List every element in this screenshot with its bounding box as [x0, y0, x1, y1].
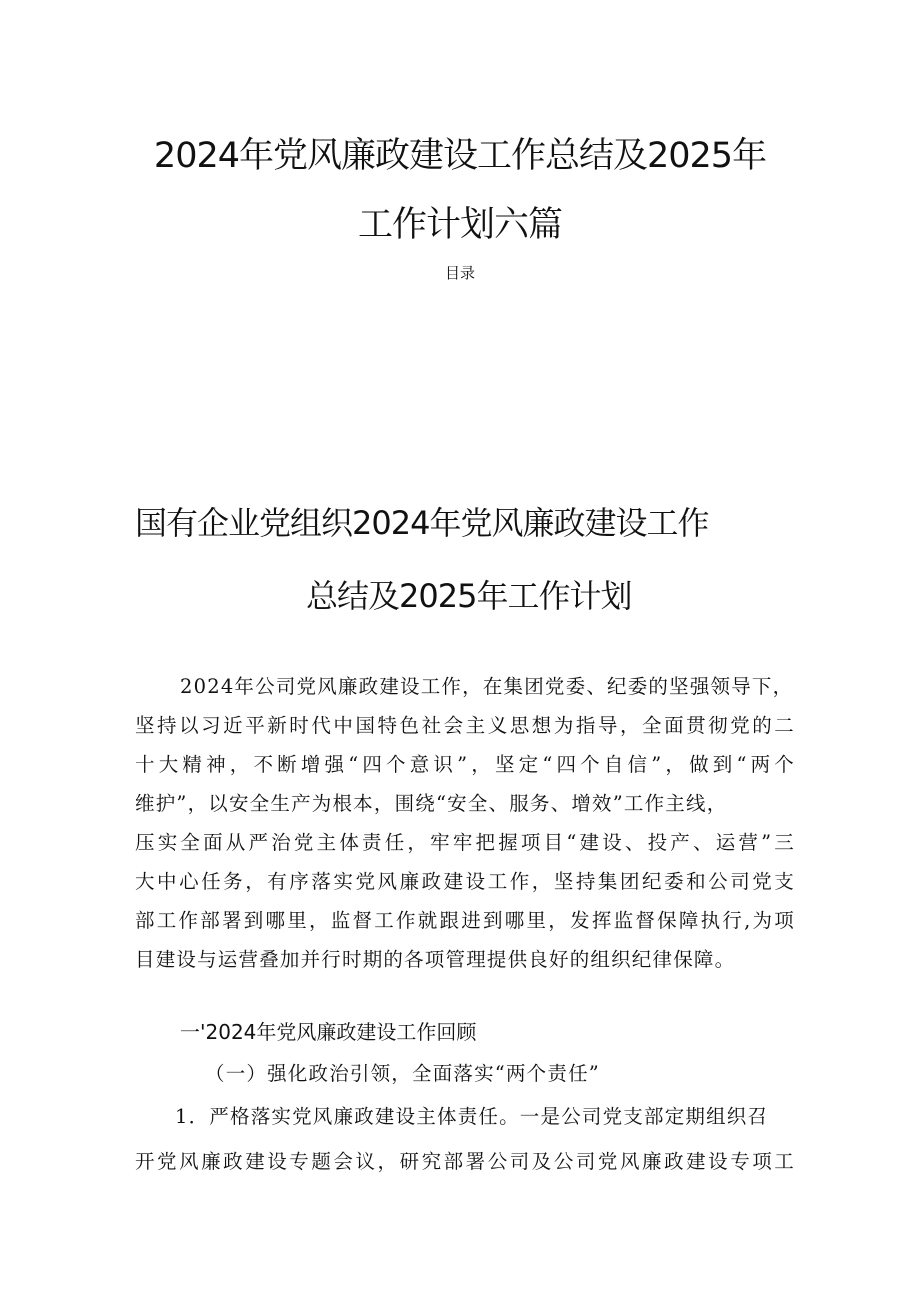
section-heading: 一'2024年党风廉政建设工作回顾 — [180, 1020, 477, 1044]
article-title-line-1: 国有企业党组织2024年党风廉政建设工作 — [135, 504, 709, 542]
main-title-line-1: 2024年党风廉政建设工作总结及2025年 — [153, 136, 767, 176]
paragraph-line: 2024年公司党风廉政建设工作，在集团党委、纪委的坚强领导下， — [180, 675, 794, 698]
paragraph-line: 压实全面从严治党主体责任，牢牢把握项目“建设、投产、运营”三 — [135, 831, 795, 854]
paragraph-line: 1．严格落实党风廉政建设主体责任。一是公司党支部定期组织召 — [175, 1105, 769, 1128]
main-title-line-2: 工作计划六篇 — [357, 205, 562, 245]
paragraph-line: 目建设与运营叠加并行时期的各项管理提供良好的组织纪律保障。 — [135, 948, 736, 971]
paragraph-line: 十大精神，不断增强“四个意识”，坚定“四个自信”，做到“两个 — [135, 753, 795, 776]
toc-link[interactable]: 目录 — [444, 264, 475, 282]
paragraph-line: 大中心任务，有序落实党风廉政建设工作，坚持集团纪委和公司党支 — [135, 870, 795, 893]
paragraph-line: 坚持以习近平新时代中国特色社会主义思想为指导，全面贯彻党的二 — [135, 714, 795, 737]
paragraph-line: 部工作部署到哪里，监督工作就跟进到哪里，发挥监督保障执行,为项 — [135, 909, 795, 932]
article-title-line-2: 总结及2025年工作计划 — [306, 577, 632, 615]
paragraph-line: 维护”，以安全生产为根本，围绕“安全、服务、增效”工作主线， — [135, 792, 728, 815]
subsection-heading: （一）强化政治引领，全面落实“两个责任” — [205, 1062, 600, 1085]
paragraph-line: 开党风廉政建设专题会议，研究部署公司及公司党风廉政建设专项工 — [135, 1150, 795, 1173]
